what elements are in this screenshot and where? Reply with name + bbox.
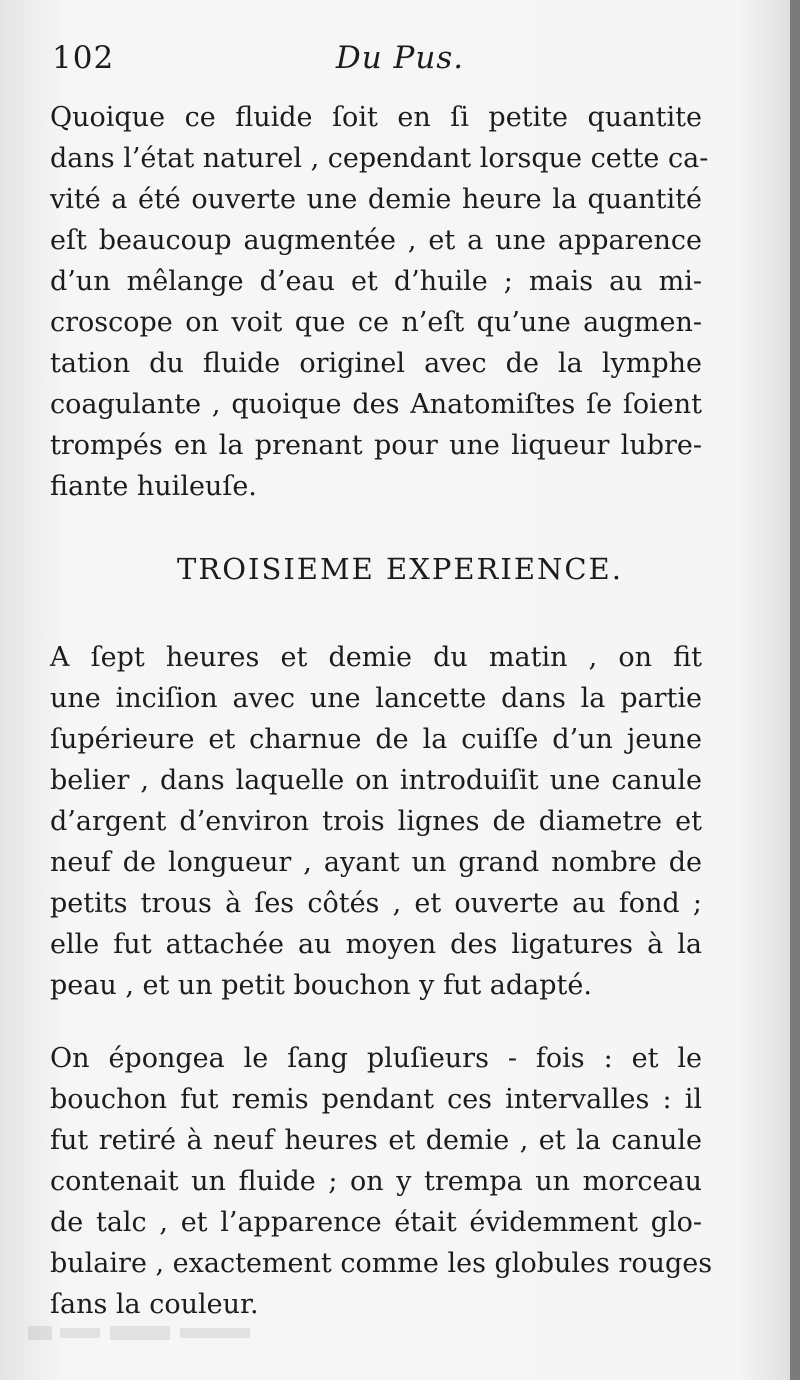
text-line: vité a été ouverte une demie heure la quantité [50, 184, 702, 215]
text-line: contenait un fluide ; on y trempa un morceau [50, 1166, 702, 1197]
section-heading: TROISIEME EXPERIENCE. [177, 552, 623, 586]
text-line: de talc , et l’apparence était évidemment glo- [50, 1207, 702, 1238]
text-line: ſans la couleur. [50, 1289, 259, 1320]
text-line: bulaire , exactement comme les globules rouges [50, 1248, 713, 1279]
text-line: elle fut attachée au moyen des ligatures à la [50, 929, 702, 960]
text-line: coagulante , quoique des Anatomiſtes ſe ſoient [50, 389, 702, 420]
text-line: ſupérieure et charnue de la cuiſſe d’un jeune [50, 724, 702, 755]
text-line: bouchon fut remis pendant ces intervalles : il [50, 1084, 702, 1115]
text-line: belier , dans laquelle on introduiſit une canule [50, 765, 702, 796]
text-line: d’argent d’environ trois lignes de diametre et [50, 806, 702, 837]
text-line: Quoique ce fluide ſoit en ſi petite quantite [50, 102, 702, 133]
text-line: une inciſion avec une lancette dans la partie [50, 683, 702, 714]
text-line: eſt beaucoup augmentée , et a une apparence [50, 225, 702, 256]
text-line: tation du fluide originel avec de la lymphe [50, 348, 702, 379]
text-line: On épongea le ſang pluſieurs - fois : et le [50, 1043, 702, 1074]
text-line: neuf de longueur , ayant un grand nombre de [50, 847, 702, 878]
running-head: Du Pus. [335, 40, 465, 76]
library-stamp-mark [24, 1320, 264, 1346]
text-line: fiante huileuſe. [50, 471, 257, 502]
page-number: 102 [52, 40, 115, 76]
text-line: fut retiré à neuf heures et demie , et la canule [50, 1125, 702, 1156]
text-line: A ſept heures et demie du matin , on fit [50, 642, 702, 673]
text-line: peau , et un petit bouchon y fut adapté. [50, 970, 592, 1001]
page-edge-shadow [790, 0, 800, 1380]
paragraph-2 [50, 637, 702, 1006]
text-line: petits trous à ſes côtés , et ouverte au fond ; [50, 888, 702, 919]
paragraph-1 [50, 97, 709, 507]
text-line: trompés en la prenant pour une liqueur lubre- [50, 430, 702, 461]
text-line: d’un mêlange d’eau et d’huile ; mais au mi- [50, 266, 702, 297]
text-line: croscope on voit que ce n’eſt qu’une augmen- [50, 307, 702, 338]
text-line: dans l’état naturel , cependant lorsque cette ca- [50, 143, 709, 174]
paragraph-3 [50, 1038, 713, 1325]
